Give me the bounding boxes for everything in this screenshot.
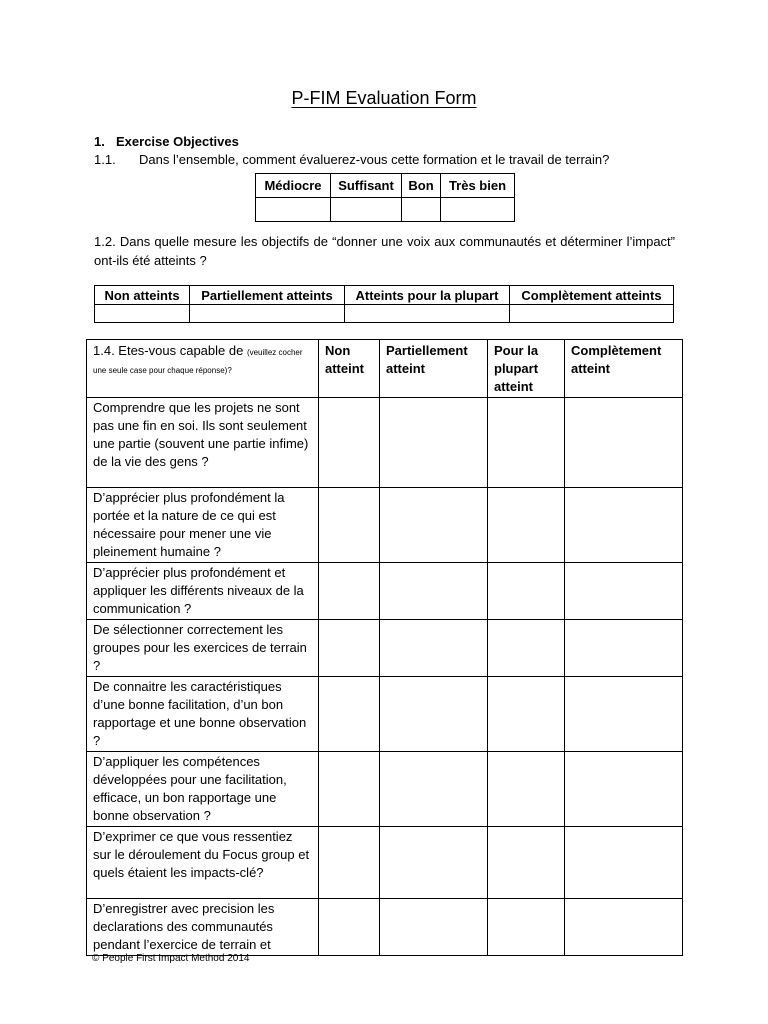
checkbox-cell[interactable] bbox=[488, 563, 565, 620]
rating-option-completement-atteints: Complètement atteints bbox=[510, 286, 674, 305]
row-question: De sélectionner correctement les groupes pour les exercices de terrain ? bbox=[87, 620, 319, 677]
table-row bbox=[87, 827, 683, 899]
column-header-pour-la-plupart-atteint: Pour la plupart atteint bbox=[488, 340, 565, 398]
checkbox-cell[interactable] bbox=[488, 398, 565, 488]
table-row bbox=[87, 899, 683, 956]
capability-table-1-4 bbox=[86, 339, 683, 956]
rating-box-bon[interactable] bbox=[402, 198, 441, 222]
row-question: D’enregistrer avec precision les declarations des communautés pendant l’exercice de terrain et bbox=[87, 899, 319, 956]
rating-box-tres-bien[interactable] bbox=[441, 198, 515, 222]
checkbox-cell[interactable] bbox=[488, 620, 565, 677]
checkbox-cell[interactable] bbox=[319, 752, 380, 827]
copyright-footer: © People First Impact Method 2014 bbox=[92, 953, 250, 964]
checkbox-cell[interactable] bbox=[319, 620, 380, 677]
column-header-non-atteint: Non atteint bbox=[319, 340, 380, 398]
rating-option-atteints-plupart: Atteints pour la plupart bbox=[345, 286, 510, 305]
question-1-1-text: Dans l’ensemble, comment évaluerez-vous cette formation et le travail de terrain? bbox=[139, 152, 610, 167]
page-title: P-FIM Evaluation Form bbox=[291, 88, 477, 108]
checkbox-cell[interactable] bbox=[565, 620, 683, 677]
question-1-1-number: 1.1. bbox=[94, 152, 116, 167]
table-row bbox=[87, 620, 683, 677]
checkbox-cell[interactable] bbox=[319, 398, 380, 488]
question-1-1 bbox=[94, 152, 609, 167]
table-row bbox=[87, 752, 683, 827]
rating-option-tres-bien: Très bien bbox=[441, 174, 515, 198]
row-question: Comprendre que les projets ne sont pas une fin en soi. Ils sont seulement une partie (souvent une partie infime) de la vie des gens ? bbox=[87, 398, 319, 488]
checkbox-cell[interactable] bbox=[319, 563, 380, 620]
rating-table-1-2 bbox=[94, 285, 674, 323]
rating-option-non-atteints: Non atteints bbox=[95, 286, 190, 305]
rating-box-non-atteints[interactable] bbox=[95, 305, 190, 323]
rating-box-mediocre[interactable] bbox=[256, 198, 331, 222]
question-1-4-instruction: (veuillez cocher une seule case pour chaque réponse)? bbox=[93, 348, 303, 375]
rating-option-partiellement-atteints: Partiellement atteints bbox=[190, 286, 345, 305]
checkbox-cell[interactable] bbox=[488, 488, 565, 563]
checkbox-cell[interactable] bbox=[380, 398, 488, 488]
row-question: D’appliquer les compétences développées pour une facilitation, efficace, un bon rapportage une bonne observation ? bbox=[87, 752, 319, 827]
checkbox-cell[interactable] bbox=[488, 752, 565, 827]
section-number: 1. bbox=[94, 134, 105, 149]
checkbox-cell[interactable] bbox=[319, 488, 380, 563]
checkbox-cell[interactable] bbox=[380, 677, 488, 752]
checkbox-cell[interactable] bbox=[380, 488, 488, 563]
rating-option-bon: Bon bbox=[402, 174, 441, 198]
checkbox-cell[interactable] bbox=[488, 827, 565, 899]
checkbox-cell[interactable] bbox=[319, 899, 380, 956]
rating-box-suffisant[interactable] bbox=[331, 198, 402, 222]
question-1-2-text: 1.2. Dans quelle mesure les objectifs de “donner une voix aux communautés et déterminer l’impact” ont-ils été atteints ? bbox=[94, 234, 675, 268]
checkbox-cell[interactable] bbox=[565, 398, 683, 488]
checkbox-cell[interactable] bbox=[565, 563, 683, 620]
checkbox-cell[interactable] bbox=[380, 752, 488, 827]
checkbox-cell[interactable] bbox=[380, 899, 488, 956]
checkbox-cell[interactable] bbox=[488, 899, 565, 956]
rating-option-mediocre: Médiocre bbox=[256, 174, 331, 198]
rating-option-suffisant: Suffisant bbox=[331, 174, 402, 198]
question-1-4-lead-text: 1.4. Etes-vous capable de bbox=[93, 343, 247, 358]
row-question: D’apprécier plus profondément la portée et la nature de ce qui est nécessaire pour mener une vie pleinement humaine ? bbox=[87, 488, 319, 563]
checkbox-cell[interactable] bbox=[565, 899, 683, 956]
column-header-completement-atteint: Complètement atteint bbox=[565, 340, 683, 398]
table-row bbox=[87, 398, 683, 488]
checkbox-cell[interactable] bbox=[380, 563, 488, 620]
row-question: De connaitre les caractéristiques d’une bonne facilitation, d’un bon rapportage et une bonne observation ? bbox=[87, 677, 319, 752]
column-header-partiellement-atteint: Partiellement atteint bbox=[380, 340, 488, 398]
checkbox-cell[interactable] bbox=[380, 620, 488, 677]
row-question: D’exprimer ce que vous ressentiez sur le déroulement du Focus group et quels étaient les impacts-clé? bbox=[87, 827, 319, 899]
checkbox-cell[interactable] bbox=[488, 677, 565, 752]
rating-table-1-1 bbox=[255, 173, 515, 222]
checkbox-cell[interactable] bbox=[380, 827, 488, 899]
checkbox-cell[interactable] bbox=[565, 488, 683, 563]
checkbox-cell[interactable] bbox=[565, 827, 683, 899]
checkbox-cell[interactable] bbox=[319, 827, 380, 899]
section-title: Exercise Objectives bbox=[116, 134, 239, 149]
table-row bbox=[87, 488, 683, 563]
checkbox-cell[interactable] bbox=[565, 677, 683, 752]
rating-box-atteints-plupart[interactable] bbox=[345, 305, 510, 323]
checkbox-cell[interactable] bbox=[319, 677, 380, 752]
row-question: D’apprécier plus profondément et appliquer les différents niveaux de la communication ? bbox=[87, 563, 319, 620]
section-heading bbox=[94, 134, 239, 149]
rating-box-completement-atteints[interactable] bbox=[510, 305, 674, 323]
rating-box-partiellement-atteints[interactable] bbox=[190, 305, 345, 323]
table-row bbox=[87, 677, 683, 752]
question-1-4-lead bbox=[87, 340, 319, 398]
checkbox-cell[interactable] bbox=[565, 752, 683, 827]
table-row bbox=[87, 563, 683, 620]
